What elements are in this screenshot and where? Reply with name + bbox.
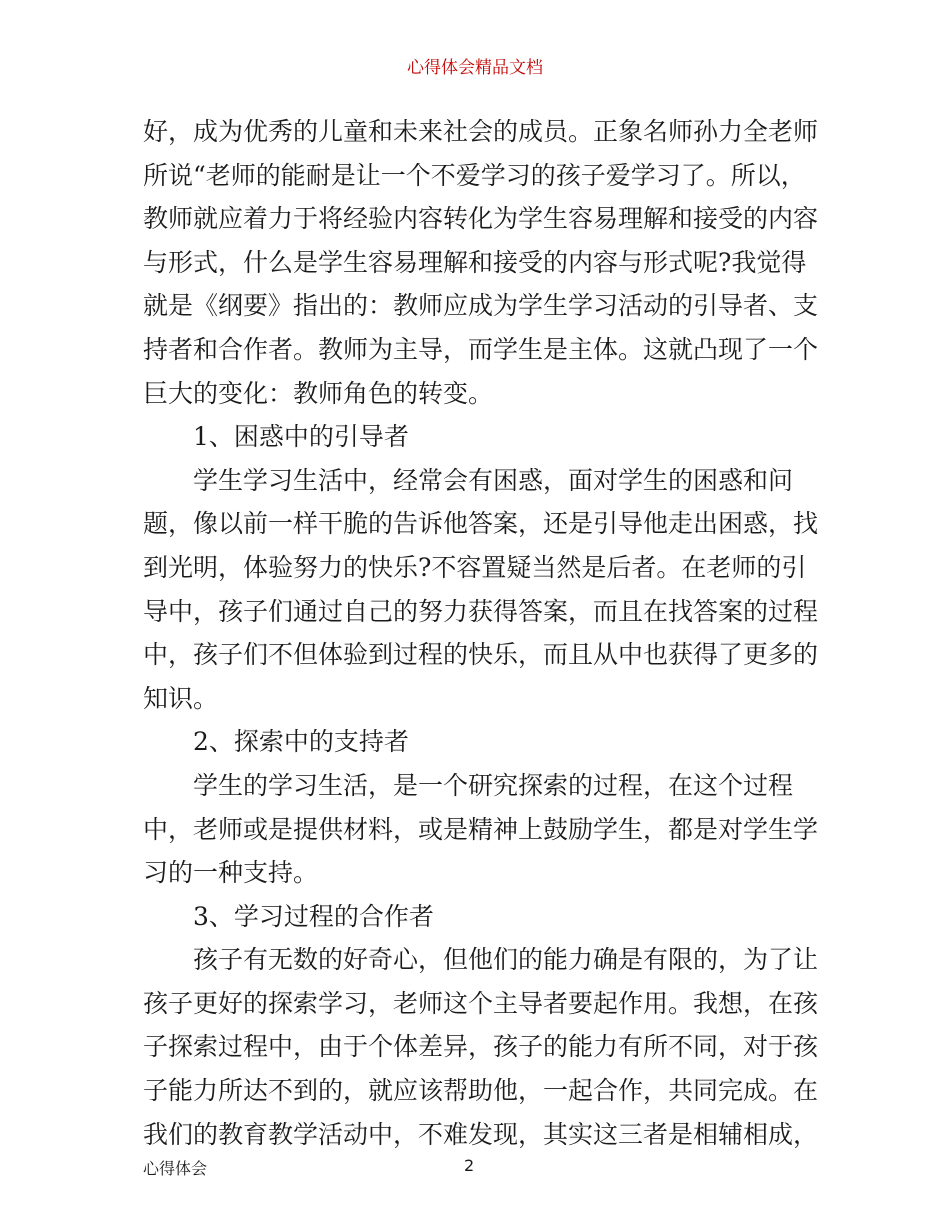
page-header: 心得体会精品文档 xyxy=(407,58,543,78)
text-line: 巨大的变化：教师角色的转变。 xyxy=(143,378,494,408)
text-line: 所说“老师的能耐是让一个不爱学习的孩子爱学习了。所以， xyxy=(143,160,806,190)
text-line: 就是《纲要》指出的：教师应成为学生学习活动的引导者、支 xyxy=(143,291,819,321)
text-line: 到光明，体验努力的快乐?不容置疑当然是后者。在老师的引 xyxy=(143,552,807,582)
text-line: 学生学习生活中，经常会有困惑，面对学生的困惑和问 xyxy=(193,465,794,495)
text-line: 孩子更好的探索学习，老师这个主导者要起作用。我想，在孩 xyxy=(143,988,819,1018)
text-line: 中，老师或是提供材料，或是精神上鼓励学生，都是对学生学 xyxy=(143,814,819,844)
text-line: 习的一种支持。 xyxy=(143,858,319,888)
text-line: 我们的教育教学活动中，不难发现，其实这三者是相辅相成， xyxy=(143,1119,819,1149)
text-line: 与形式，什么是学生容易理解和接受的内容与形式呢?我觉得 xyxy=(143,247,807,277)
text-line: 中，孩子们不但体验到过程的快乐，而且从中也获得了更多的 xyxy=(143,640,819,670)
body-text xyxy=(143,110,819,1156)
text-line: 子探索过程中，由于个体差异，孩子的能力有所不同，对于孩 xyxy=(143,1032,819,1062)
section-heading: 3、学习过程的合作者 xyxy=(193,901,434,931)
text-line: 好，成为优秀的儿童和未来社会的成员。正象名师孙力全老师 xyxy=(143,117,819,146)
text-line: 教师就应着力于将经验内容转化为学生容易理解和接受的内容 xyxy=(143,204,819,234)
section-heading: 1、困惑中的引导者 xyxy=(193,422,409,452)
text-line: 子能力所达不到的，就应该帮助他，一起合作，共同完成。在 xyxy=(143,1076,819,1106)
page-number: 2 xyxy=(464,1156,475,1175)
text-line: 导中，孩子们通过自己的努力获得答案，而且在找答案的过程 xyxy=(143,596,819,626)
section-heading: 2、探索中的支持者 xyxy=(193,727,409,757)
footer-label: 心得体会 xyxy=(143,1159,208,1178)
text-line: 题，像以前一样干脆的告诉他答案，还是引导他走出困惑，找 xyxy=(143,509,819,539)
text-line: 知识。 xyxy=(143,683,219,713)
text-line: 学生的学习生活，是一个研究探索的过程，在这个过程 xyxy=(193,770,794,800)
text-line: 持者和合作者。教师为主导，而学生是主体。这就凸现了一个 xyxy=(143,334,819,364)
text-line: 孩子有无数的好奇心，但他们的能力确是有限的，为了让 xyxy=(193,945,819,975)
